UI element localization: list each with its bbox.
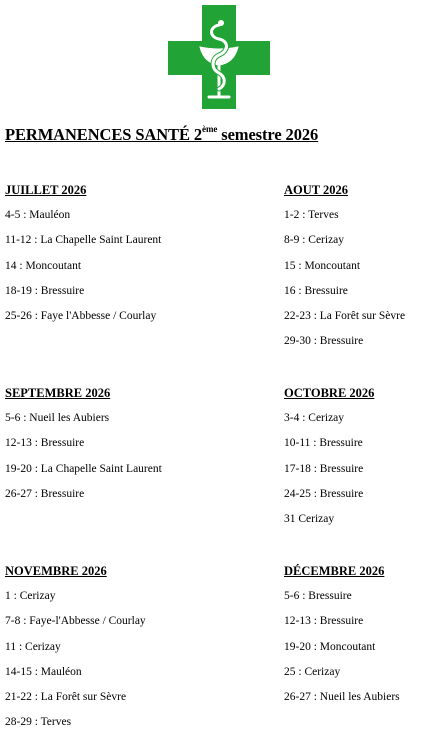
date-entry: 14-15 : Mauléon — [5, 665, 82, 678]
date-entry: 28-29 : Terves — [5, 716, 72, 729]
date-entry: 12-13 : Bressuire — [5, 437, 85, 450]
date-entry: 24-25 : Bressuire — [284, 487, 364, 500]
date-list — [5, 410, 220, 502]
month-title: JUILLET 2026 — [5, 183, 87, 197]
date-entry: 4-5 : Mauléon — [5, 209, 71, 221]
date-entry: 21-22 : La Forêt sur Sèvre — [5, 691, 127, 704]
date-entry: 3-4 : Cerizay — [284, 412, 345, 424]
month-title: OCTOBRE 2026 — [284, 386, 375, 400]
month-section-octobre — [284, 385, 433, 536]
date-entry: 5-6 : Bressuire — [284, 590, 352, 602]
date-entry: 26-27 : Nueil les Aubiers — [284, 691, 400, 704]
month-section-aout — [284, 182, 433, 359]
date-entry: 8-9 : Cerizay — [284, 234, 345, 247]
date-entry: 22-23 : La Forêt sur Sèvre — [284, 310, 406, 323]
page-title-main: PERMANENCES SANTÉ 2 — [5, 125, 203, 144]
date-entry: 18-19 : Bressuire — [5, 284, 85, 297]
page-title-suffix: semestre 2026 — [217, 125, 319, 144]
month-title: NOVEMBRE 2026 — [5, 564, 107, 578]
page-title-superscript: ème — [202, 124, 218, 134]
date-entry: 19-20 : Moncoutant — [284, 640, 376, 653]
date-list — [284, 410, 433, 527]
month-section-novembre — [5, 563, 220, 740]
date-entry: 16 : Bressuire — [284, 284, 348, 297]
date-entry: 15 : Moncoutant — [284, 259, 361, 272]
date-entry: 10-11 : Bressuire — [284, 437, 363, 450]
month-section-decembre — [284, 563, 433, 714]
date-list — [5, 588, 220, 730]
pharmacy-cross-icon — [168, 5, 270, 109]
date-entry: 17-18 : Bressuire — [284, 462, 364, 475]
date-entry: 1-2 : Terves — [284, 209, 339, 221]
date-entry: 19-20 : La Chapelle Saint Laurent — [5, 462, 162, 475]
date-list — [284, 207, 433, 349]
month-title: DÉCEMBRE 2026 — [284, 564, 385, 578]
page-title — [5, 124, 318, 145]
date-entry: 12-13 : Bressuire — [284, 615, 364, 628]
month-section-juillet — [5, 182, 220, 333]
date-list — [5, 207, 220, 324]
date-entry: 11 : Cerizay — [5, 640, 61, 653]
date-entry: 1 : Cerizay — [5, 590, 56, 602]
date-entry: 7-8 : Faye-l'Abbesse / Courlay — [5, 615, 146, 628]
date-entry: 14 : Moncoutant — [5, 259, 82, 272]
date-entry: 31 Cerizay — [284, 513, 335, 526]
month-title: SEPTEMBRE 2026 — [5, 386, 111, 400]
date-entry: 5-6 : Nueil les Aubiers — [5, 412, 110, 424]
date-list — [284, 588, 433, 705]
month-section-septembre — [5, 385, 220, 511]
date-entry: 29-30 : Bressuire — [284, 335, 364, 348]
date-entry: 26-27 : Bressuire — [5, 487, 85, 500]
date-entry: 11-12 : La Chapelle Saint Laurent — [5, 234, 162, 247]
date-entry: 25-26 : Faye l'Abbesse / Courlay — [5, 310, 157, 323]
month-title: AOUT 2026 — [284, 183, 349, 197]
date-entry: 25 : Cerizay — [284, 665, 341, 678]
